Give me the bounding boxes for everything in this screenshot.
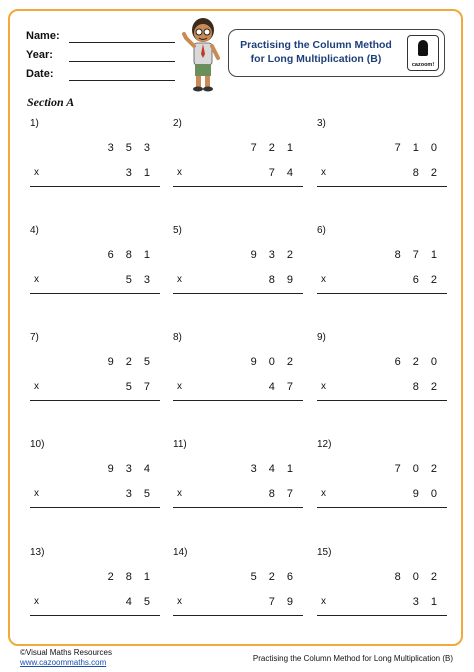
multiplier: 82 (412, 381, 449, 393)
title-line-2: for Long Multiplication (B) (250, 53, 382, 65)
copyright-text: ©Visual Maths Resources (20, 648, 113, 657)
answer-line[interactable] (173, 186, 303, 187)
question-number: 1) (30, 118, 39, 129)
answer-line[interactable] (30, 186, 160, 187)
multiplicand: 620 (394, 356, 449, 368)
question-number: 11) (173, 439, 187, 450)
question-10 (30, 439, 162, 509)
multiplicand: 932 (250, 249, 305, 261)
times-sign: x (321, 167, 326, 178)
name-label: Name: (26, 30, 60, 42)
multiplicand: 681 (107, 249, 162, 261)
multiplier: 79 (268, 596, 305, 608)
multiplier: 47 (268, 381, 305, 393)
multiplicand: 802 (394, 571, 449, 583)
times-sign: x (177, 381, 182, 392)
name-line[interactable] (69, 42, 175, 43)
title-line-1: Practising the Column Method (240, 39, 392, 51)
answer-line[interactable] (30, 400, 160, 401)
answer-line[interactable] (173, 615, 303, 616)
answer-line[interactable] (173, 507, 303, 508)
logo-text: cazoom! (411, 62, 435, 68)
multiplier: 89 (268, 274, 305, 286)
question-11 (173, 439, 305, 509)
question-number: 9) (317, 332, 326, 343)
times-sign: x (34, 274, 39, 285)
answer-line[interactable] (317, 400, 447, 401)
question-3 (317, 118, 449, 188)
multiplier: 90 (412, 488, 449, 500)
question-number: 14) (173, 547, 188, 558)
date-label: Date: (26, 68, 54, 80)
question-number: 7) (30, 332, 39, 343)
times-sign: x (177, 488, 182, 499)
question-2 (173, 118, 305, 188)
multiplier: 87 (268, 488, 305, 500)
worksheet-title (229, 38, 403, 66)
multiplier: 45 (125, 596, 162, 608)
year-field (26, 49, 70, 61)
multiplicand: 934 (107, 463, 162, 475)
multiplier: 31 (125, 167, 162, 179)
question-4 (30, 225, 162, 295)
answer-line[interactable] (317, 186, 447, 187)
question-number: 8) (173, 332, 182, 343)
times-sign: x (34, 488, 39, 499)
multiplicand: 710 (394, 142, 449, 154)
title-box (228, 29, 445, 77)
multiplicand: 341 (250, 463, 305, 475)
multiplicand: 925 (107, 356, 162, 368)
question-14 (173, 547, 305, 617)
multiplicand: 721 (250, 142, 305, 154)
date-field (26, 68, 70, 80)
year-label: Year: (26, 49, 53, 61)
multiplier: 35 (125, 488, 162, 500)
name-field (26, 30, 70, 42)
question-8 (173, 332, 305, 402)
times-sign: x (177, 596, 182, 607)
times-sign: x (177, 167, 182, 178)
cartoon-boy-illustration (180, 14, 226, 92)
question-6 (317, 225, 449, 295)
question-number: 5) (173, 225, 182, 236)
times-sign: x (34, 167, 39, 178)
question-number: 3) (317, 118, 326, 129)
year-line[interactable] (69, 61, 175, 62)
question-7 (30, 332, 162, 402)
multiplicand: 871 (394, 249, 449, 261)
question-number: 15) (317, 547, 332, 558)
question-5 (173, 225, 305, 295)
answer-line[interactable] (317, 293, 447, 294)
answer-line[interactable] (173, 293, 303, 294)
multiplier: 31 (412, 596, 449, 608)
times-sign: x (321, 381, 326, 392)
multiplicand: 526 (250, 571, 305, 583)
footer-left (20, 648, 112, 668)
times-sign: x (34, 596, 39, 607)
question-number: 2) (173, 118, 182, 129)
question-1 (30, 118, 162, 188)
question-number: 13) (30, 547, 45, 558)
section-title: Section A (27, 95, 75, 109)
answer-line[interactable] (173, 400, 303, 401)
times-sign: x (34, 381, 39, 392)
question-15 (317, 547, 449, 617)
answer-line[interactable] (317, 507, 447, 508)
multiplicand: 702 (394, 463, 449, 475)
times-sign: x (321, 488, 326, 499)
times-sign: x (177, 274, 182, 285)
question-12 (317, 439, 449, 509)
question-number: 10) (30, 439, 45, 450)
question-number: 12) (317, 439, 332, 450)
keyhole-icon (418, 40, 428, 56)
multiplier: 82 (412, 167, 449, 179)
multiplicand: 353 (107, 142, 162, 154)
multiplier: 53 (125, 274, 162, 286)
answer-line[interactable] (30, 507, 160, 508)
question-number: 6) (317, 225, 326, 236)
times-sign: x (321, 596, 326, 607)
multiplier: 74 (268, 167, 305, 179)
footer-url-link[interactable]: www.cazoommaths.com (20, 658, 107, 667)
answer-line[interactable] (30, 293, 160, 294)
times-sign: x (321, 274, 326, 285)
multiplicand: 281 (107, 571, 162, 583)
footer-title: Practising the Column Method for Long Multiplication (B) (252, 654, 453, 663)
cazoom-logo (407, 35, 439, 71)
multiplicand: 902 (250, 356, 305, 368)
question-13 (30, 547, 162, 617)
answer-line[interactable] (317, 615, 447, 616)
date-line[interactable] (69, 80, 175, 81)
question-9 (317, 332, 449, 402)
multiplier: 62 (412, 274, 449, 286)
question-number: 4) (30, 225, 39, 236)
answer-line[interactable] (30, 615, 160, 616)
multiplier: 57 (125, 381, 162, 393)
